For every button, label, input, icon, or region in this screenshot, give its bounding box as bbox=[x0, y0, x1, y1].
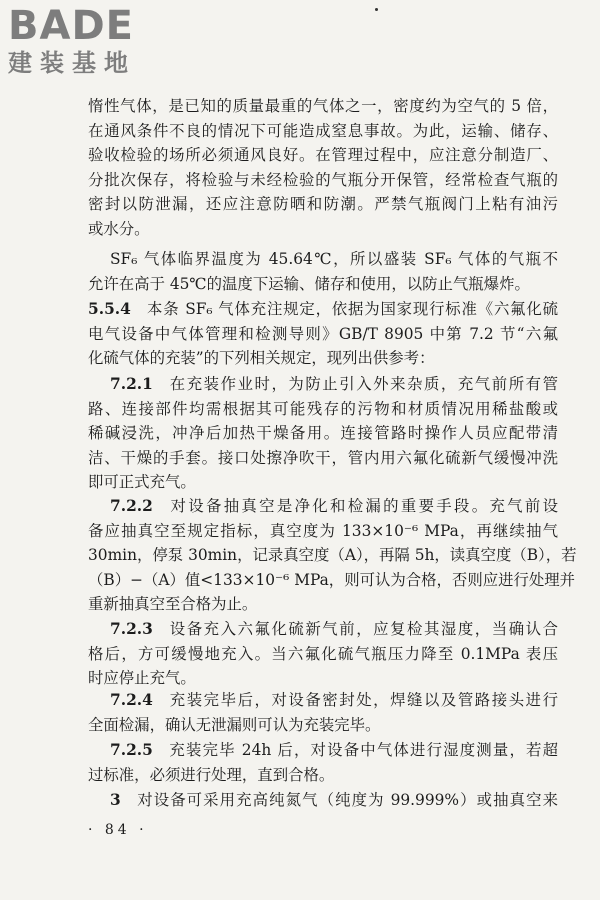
line-text: 时应停止充气。 bbox=[88, 669, 196, 687]
line-text: 对设备抽真空是净化和检漏的重要手段。充气前设 bbox=[168, 497, 558, 515]
section-number: 7.2.5 bbox=[110, 741, 153, 759]
section-number: 3 bbox=[110, 791, 121, 809]
line-text: 充装完毕后，对设备密封处，焊缝以及管路接头进行 bbox=[168, 691, 558, 709]
text-line bbox=[88, 324, 558, 344]
text-line bbox=[88, 765, 558, 785]
text-line bbox=[88, 545, 577, 565]
section-number: 7.2.2 bbox=[110, 497, 153, 515]
line-text: 洁、干燥的手套。接口处擦净吹干，管内用六氟化硫新气缓慢冲洗 bbox=[88, 448, 558, 467]
line-text: 备应抽真空至规定指标，真空度为 133×10⁻⁶ MPa，再继续抽气 bbox=[88, 521, 558, 540]
line-text: 全面检漏，确认无泄漏则可认为充装完毕。 bbox=[88, 715, 381, 734]
line-text: 设备充入六氟化硫新气前，应复检其湿度，当确认合 bbox=[168, 620, 558, 638]
line-text: 惰性气体，是已知的质量最重的气体之一，密度约为空气的 5 倍， bbox=[88, 97, 558, 115]
text-line bbox=[110, 690, 558, 710]
line-text: 化硫气体的充装”的下列相关规定，现列出供参考： bbox=[88, 349, 435, 367]
text-line bbox=[88, 121, 558, 141]
text-line bbox=[88, 348, 558, 368]
text-line bbox=[88, 423, 558, 443]
line-text: 分批次保存，将检验与未经检验的气瓶分开保管，经常检查气瓶的 bbox=[88, 170, 558, 189]
text-line bbox=[88, 219, 558, 239]
line-text: 30min，停泵 30min，记录真空度（A），再隔 5h，读真空度（B），若 bbox=[88, 546, 577, 564]
line-text: 充装完毕 24h 后，对设备中气体进行湿度测量，若超 bbox=[168, 741, 558, 759]
text-line bbox=[110, 496, 558, 516]
logo-subtitle: 建装基地 bbox=[8, 49, 136, 77]
text-line bbox=[88, 96, 558, 116]
text-line bbox=[110, 790, 558, 810]
text-line bbox=[88, 448, 558, 468]
logo-wordmark: BADE bbox=[8, 3, 134, 49]
text-line bbox=[88, 274, 558, 294]
line-text: 验收检验的场所必须通风良好。在管理过程中，应注意分制造厂、 bbox=[88, 146, 558, 164]
text-line bbox=[88, 521, 558, 541]
page-number: · 84 · bbox=[88, 822, 148, 838]
text-line bbox=[110, 619, 558, 639]
line-text: 本条 SF₆ 气体充注规定，依据为国家现行标准《六氟化硫 bbox=[146, 300, 558, 318]
section-number: 5.5.4 bbox=[88, 300, 131, 318]
text-line bbox=[110, 249, 558, 269]
text-line bbox=[88, 145, 558, 165]
text-line bbox=[88, 570, 576, 590]
line-text: 即可正式充气。 bbox=[88, 473, 196, 491]
scan-dot bbox=[375, 8, 378, 11]
text-line bbox=[88, 594, 558, 614]
line-text: SF₆ 气体临界温度为 45.64℃，所以盛装 SF₆ 气体的气瓶不 bbox=[110, 250, 558, 268]
text-line bbox=[110, 740, 558, 760]
section-number: 7.2.1 bbox=[110, 375, 153, 393]
line-text: （B）−（A）值<133×10⁻⁶ MPa，则可认为合格，否则应进行处理并 bbox=[88, 570, 576, 589]
text-line bbox=[110, 374, 558, 394]
bade-logo bbox=[8, 4, 136, 78]
line-text: 对设备可采用充高纯氮气（纯度为 99.999%）或抽真空来 bbox=[136, 791, 558, 809]
text-line bbox=[88, 715, 558, 735]
text-line bbox=[88, 472, 558, 492]
section-number: 7.2.4 bbox=[110, 691, 153, 709]
text-line bbox=[88, 668, 558, 688]
line-text: 密封以防泄漏，还应注意防晒和防潮。严禁气瓶阀门上粘有油污 bbox=[88, 195, 558, 213]
section-number: 7.2.3 bbox=[110, 620, 153, 638]
text-line bbox=[88, 644, 558, 664]
line-text: 过标准，必须进行处理，直到合格。 bbox=[88, 765, 335, 784]
text-line bbox=[88, 170, 558, 190]
line-text: 路、连接部件均需根据其可能残存的污物和材质情况用稀盐酸或 bbox=[88, 399, 558, 418]
text-line bbox=[88, 194, 558, 214]
text-line bbox=[88, 399, 558, 419]
line-text: 稀碱浸洗，冲净后加热干燥备用。连接管路时操作人员应配带清 bbox=[88, 424, 558, 442]
line-text: 在充装作业时，为防止引入外来杂质，充气前所有管 bbox=[168, 375, 558, 393]
text-line bbox=[88, 299, 558, 319]
line-text: 或水分。 bbox=[88, 219, 150, 238]
line-text: 重新抽真空至合格为止。 bbox=[88, 595, 258, 613]
line-text: 允许在高于 45℃的温度下运输、储存和使用，以防止气瓶爆炸。 bbox=[88, 274, 530, 293]
line-text: 电气设备中气体管理和检测导则》GB/T 8905 中第 7.2 节“六氟 bbox=[88, 324, 558, 343]
line-text: 格后，方可缓慢地充入。当六氟化硫气瓶压力降至 0.1MPa 表压 bbox=[88, 644, 558, 663]
line-text: 在通风条件不良的情况下可能造成窒息事故。为此，运输、储存、 bbox=[88, 121, 558, 140]
